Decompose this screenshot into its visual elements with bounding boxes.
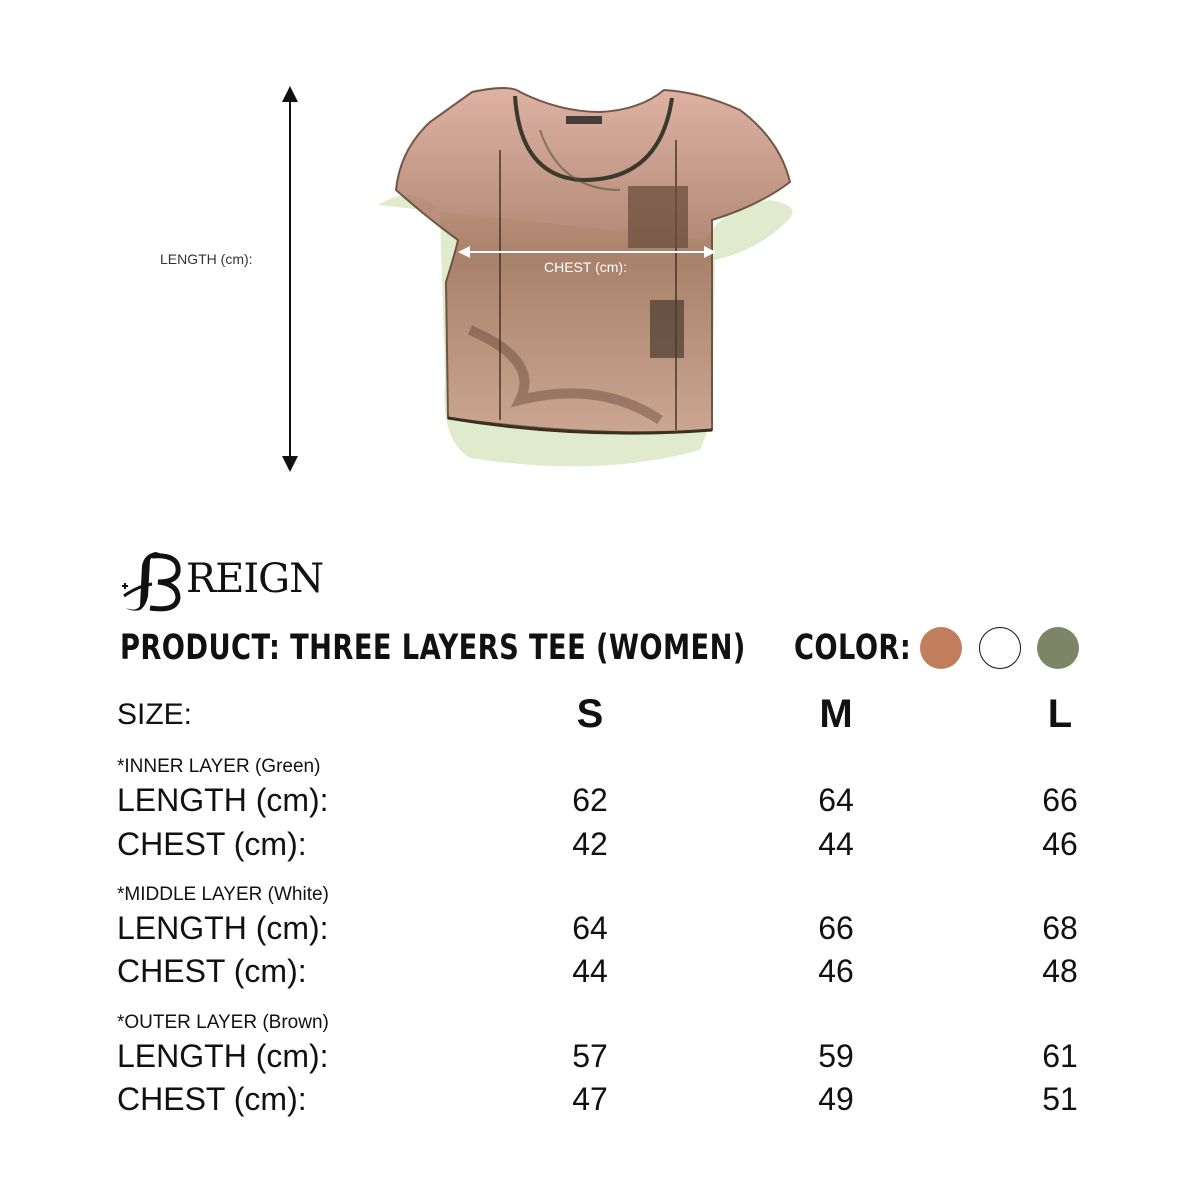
cell-value: 64 — [572, 910, 608, 946]
brand-logo-icon — [118, 546, 188, 616]
cell-value: 51 — [1042, 1081, 1078, 1117]
cell-value: 59 — [818, 1038, 854, 1074]
layer-title-outer: *OUTER LAYER (Brown) — [117, 1012, 329, 1033]
layer-title-inner: *INNER LAYER (Green) — [117, 756, 321, 777]
size-header-l: L — [1047, 692, 1073, 736]
cell-value: 57 — [572, 1038, 608, 1074]
cell-value: 66 — [1042, 782, 1078, 818]
row-label-chest: CHEST (cm): — [117, 826, 307, 862]
cell-value: 64 — [818, 782, 854, 818]
row-label-length: LENGTH (cm): — [117, 910, 329, 946]
cell-value: 48 — [1042, 953, 1078, 989]
cell-value: 68 — [1042, 910, 1078, 946]
row-label-chest: CHEST (cm): — [117, 1081, 307, 1117]
color-swatch-brown — [920, 627, 962, 669]
cell-value: 49 — [818, 1081, 854, 1117]
brand-name: REIGN — [186, 556, 324, 602]
product-title: PRODUCT: THREE LAYERS TEE (WOMEN) — [120, 628, 746, 668]
cell-value: 42 — [572, 826, 608, 862]
cell-value: 44 — [818, 826, 854, 862]
cell-value: 46 — [1042, 826, 1078, 862]
color-label: COLOR: — [794, 628, 912, 668]
color-swatch-green — [1037, 627, 1079, 669]
size-header-s: S — [576, 692, 604, 736]
cell-value: 47 — [572, 1081, 608, 1117]
color-swatch-white — [979, 627, 1021, 669]
row-label-chest: CHEST (cm): — [117, 953, 307, 989]
size-label: SIZE: — [117, 698, 193, 731]
chest-caption: CHEST (cm): — [544, 259, 627, 275]
row-label-length: LENGTH (cm): — [117, 1038, 329, 1074]
length-arrow — [282, 86, 298, 472]
cell-value: 46 — [818, 953, 854, 989]
length-caption: LENGTH (cm): — [160, 251, 253, 267]
size-header-m: M — [819, 692, 853, 736]
layer-title-middle: *MIDDLE LAYER (White) — [117, 884, 329, 905]
row-label-length: LENGTH (cm): — [117, 782, 329, 818]
cell-value: 66 — [818, 910, 854, 946]
cell-value: 44 — [572, 953, 608, 989]
cell-value: 61 — [1042, 1038, 1078, 1074]
cell-value: 62 — [572, 782, 608, 818]
